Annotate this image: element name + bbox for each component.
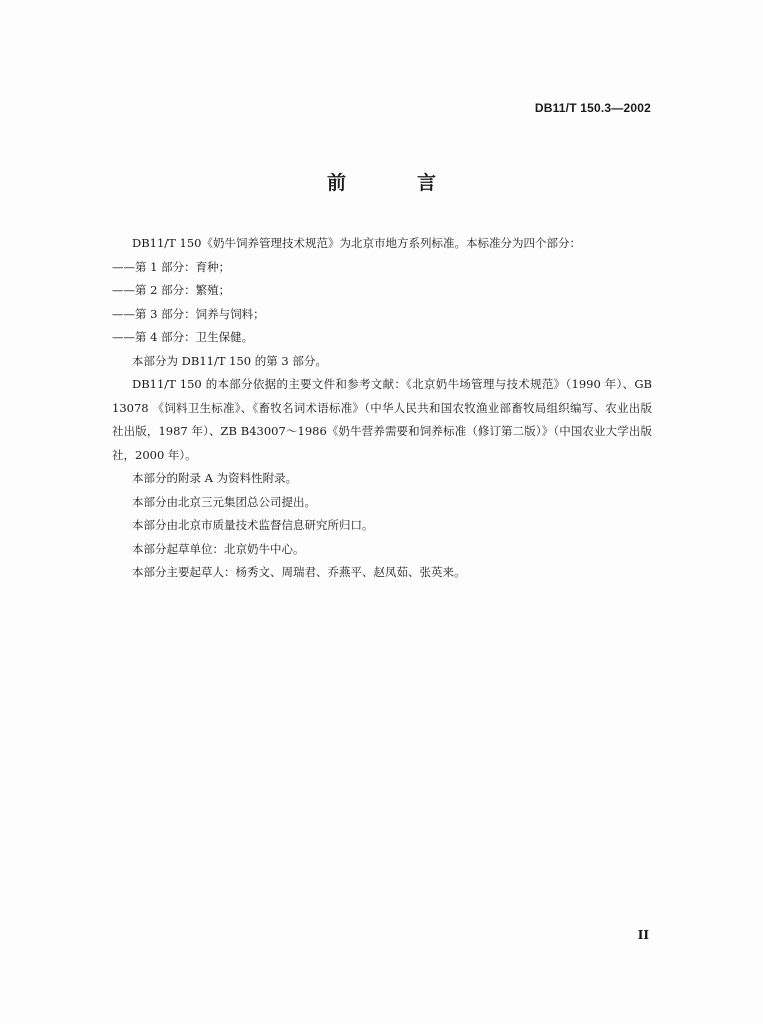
proposed-by-paragraph: 本部分由北京三元集团总公司提出。: [132, 494, 316, 509]
managed-by-paragraph: 本部分由北京市质量技术监督信息研究所归口。: [132, 518, 374, 532]
references-paragraph: DB11/T 150 的本部分依据的主要文件和参考文献：《北京奶牛场管理与技术规范》（1990 年）、GB 13078 《饲料卫生标准》、《畜牧名词术语标准》（中华人民共和国农牧渔业部畜牧局组织编写、农业出版社出版，1987 年）、ZB B43007～1986《奶牛营养需要和饲养标准（修订第二版）》（中国农业大学出版社，2000 年）。: [112, 377, 652, 462]
list-item-part3: ——第 3 部分：饲养与饲料；: [112, 306, 265, 321]
list-item-part1: ——第 1 部分：育种；: [112, 259, 231, 274]
standard-code: DB11/T 150.3—2002: [534, 101, 651, 115]
drafting-unit-paragraph: 本部分起草单位：北京奶牛中心。: [132, 541, 305, 556]
this-part-paragraph: 本部分为 DB11/T 150 的第 3 部分。: [132, 353, 327, 368]
list-item-part4: ——第 4 部分：卫生保健。: [112, 330, 254, 344]
drafters-paragraph: 本部分主要起草人：杨秀文、周瑞君、乔燕平、赵凤茹、张英来。: [132, 565, 466, 579]
intro-paragraph: DB11/T 150《奶牛饲养管理技术规范》为北京市地方系列标准。本标准分为四个部分：: [132, 236, 581, 250]
page-title: 前 言: [326, 172, 462, 194]
list-item-part2: ——第 2 部分：繁殖；: [112, 283, 231, 297]
page-number: II: [637, 928, 649, 942]
appendix-paragraph: 本部分的附录 A 为资料性附录。: [132, 471, 298, 485]
foreword-body: [112, 232, 652, 585]
